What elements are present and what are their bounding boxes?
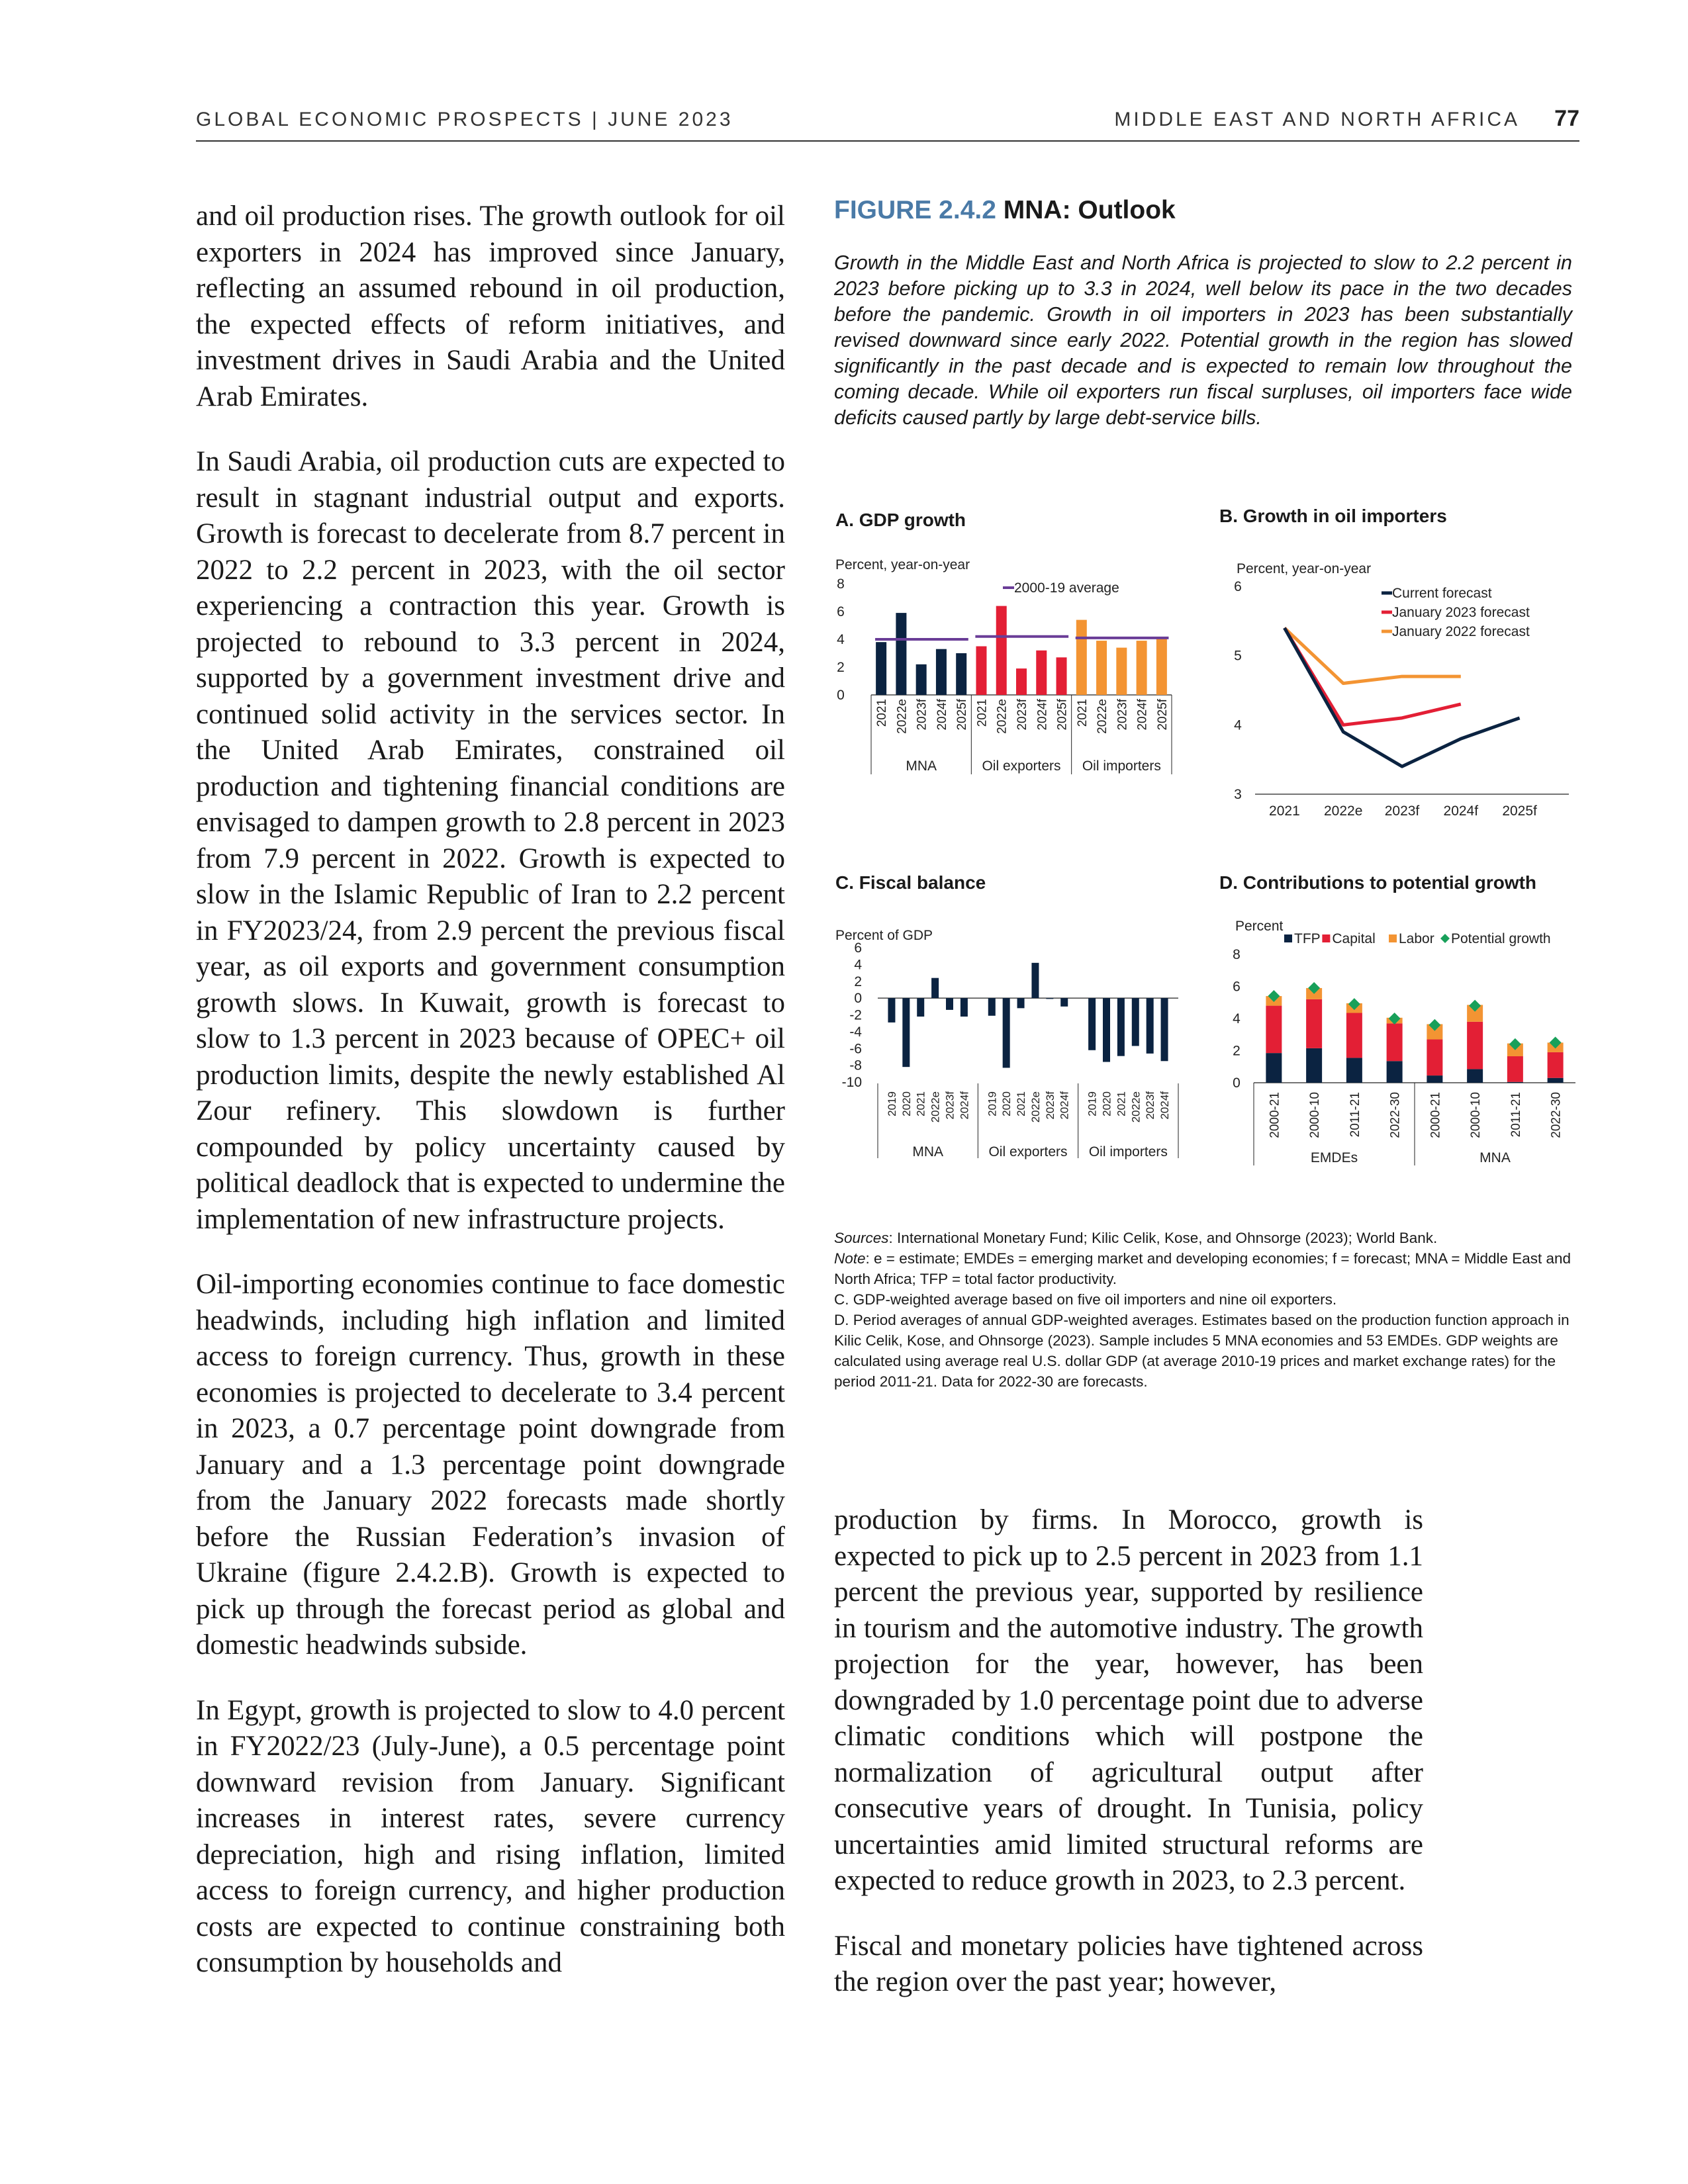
x-tick-label: 2021 <box>1115 1091 1128 1116</box>
x-tick-label: 2022e <box>1029 1091 1042 1123</box>
legend-diamond <box>1440 934 1450 943</box>
x-tick-label: 2023f <box>943 1091 957 1120</box>
left-text-column <box>196 199 785 2011</box>
bar-segment-tfp <box>1507 1082 1523 1083</box>
figure-name: MNA: Outlook <box>1003 196 1176 224</box>
panel-d-title: D. Contributions to potential growth <box>1219 872 1537 893</box>
paragraph: production by firms. In Morocco, growth is expected to pick up to 2.5 percent in 2023 from 1.1 percent the previous year, supported by resilience in tourism and the automotive industry. The growth projection for the year, however, has been downgraded by 1.0 percentage point due to adverse climatic conditions which will postpone the normalization of agricultural output after consecutive years of drought. In Tunisia, policy uncertainties amid limited structural reforms are expected to reduce growth in 2023, to 2.3 percent. <box>834 1504 1423 1896</box>
paragraph: Oil-importing economies continue to face domestic headwinds, including high inflation and limited access to foreign currency. Thus, growth in these economies is projected to decelerate to 3.4 percent in 2023, a 0.7 percentage point downgrade from January and a 1.3 percentage point downgrade from the January 2022 forecasts made shortly before the Russian Federation’s invasion of Ukraine (figure 2.4.2.B). Growth is expected to pick up through the forecast period as global and domestic headwinds subside. <box>196 1269 785 1661</box>
group-label: Oil importers <box>1088 1144 1168 1160</box>
bar-oil-exporters <box>976 647 986 696</box>
y-tick-label: 0 <box>837 688 845 703</box>
chapter-title: MIDDLE EAST AND NORTH AFRICA <box>1114 109 1520 130</box>
note-d: D. Period averages of annual GDP-weighted averages. Estimates based on the production function approach in Kilic Celik, Kose, and Ohnsorge (2023). Sample includes 5 MNA economies and 53 EMDEs. GDP weights are calculated using average real U.S. dollar GDP (at average 2010-19 prices and market exchange rates) for the period 2011-21. Data for 2022-30 are forecasts. <box>834 1312 1570 1390</box>
y-tick-label: 8 <box>1233 947 1241 962</box>
bar-segment-capital <box>1266 1006 1282 1054</box>
bar-segment-tfp <box>1306 1048 1322 1083</box>
y-tick-label: 4 <box>854 957 862 973</box>
bar-segment-tfp <box>1548 1078 1564 1083</box>
y-tick-label: 0 <box>1233 1075 1241 1091</box>
y-tick-label: 6 <box>1234 579 1242 594</box>
page-number: 77 <box>1554 106 1579 131</box>
y-tick-label: 0 <box>854 991 862 1007</box>
y-axis-label: Percent <box>1235 919 1284 934</box>
bar-oil-exporters <box>1016 668 1027 695</box>
y-tick-label: 4 <box>1234 717 1242 733</box>
x-tick-label: 2023f <box>1144 1091 1157 1120</box>
bar-oil-importers <box>1116 648 1127 695</box>
bar-segment-capital <box>1467 1022 1483 1069</box>
y-tick-label: 8 <box>837 576 845 592</box>
bar-oil-importers <box>1137 641 1147 695</box>
group-label: Oil exporters <box>982 758 1061 774</box>
bar-oil-importers <box>1088 998 1096 1050</box>
bar-oil-importers <box>1132 998 1139 1046</box>
y-tick-label: 5 <box>1234 648 1242 664</box>
x-tick-label: 2022-30 <box>1388 1092 1403 1138</box>
bar-segment-capital <box>1507 1056 1523 1082</box>
figure-subtitle: Growth in the Middle East and North Africa is projected to slow to 2.2 percent in 2023 before picking up to 3.3 in 2024, well below its pace in the two decades before the pandemic. Growth in oil importers in 2023 has been substantially revised downward since early 2022. Potential growth in the region has slowed significantly in the past decade and is expected to remain low throughout the coming decade. While oil exporters run fiscal surpluses, oil importers face wide deficits caused partly by large debt-service bills. <box>834 251 1572 429</box>
x-tick-label: 2024f <box>1158 1091 1172 1120</box>
legend-label: TFP <box>1294 931 1321 946</box>
x-tick-label: 2000-10 <box>1308 1092 1323 1138</box>
bar-oil-importers <box>1117 998 1125 1056</box>
y-tick-label: -2 <box>849 1007 862 1023</box>
y-tick-label: 3 <box>1234 787 1242 802</box>
bar-mna <box>902 998 910 1067</box>
sources-label: Sources <box>834 1230 889 1246</box>
legend-swatch-labor <box>1389 934 1397 942</box>
x-tick-label: 2000-21 <box>1429 1092 1443 1138</box>
abbrev-note <box>834 1248 1575 1289</box>
bar-oil-importers <box>1076 620 1087 695</box>
x-tick-label: 2021 <box>1269 803 1300 819</box>
figure-number: FIGURE 2.4.2 <box>834 196 996 224</box>
chart-a-gdp-growth <box>827 556 1205 834</box>
x-tick-label: 2021 <box>1075 699 1090 727</box>
bar-oil-exporters <box>1017 998 1025 1008</box>
paragraph: Fiscal and monetary policies have tightened across the region over the past year; however, <box>834 1930 1423 1997</box>
bar-mna <box>956 653 966 695</box>
bar-segment-tfp <box>1427 1075 1442 1083</box>
chart-c-fiscal-balance <box>827 913 1205 1191</box>
group-label: MNA <box>906 758 937 774</box>
x-tick-label: 2020 <box>900 1091 913 1116</box>
group-label: Oil exporters <box>988 1144 1068 1160</box>
legend-label: Current forecast <box>1392 586 1492 601</box>
figure-notes <box>834 1228 1575 1392</box>
x-tick-label: 2019 <box>885 1091 898 1116</box>
legend-label: January 2022 forecast <box>1392 624 1530 639</box>
legend-swatch-capital <box>1322 934 1330 942</box>
bar-mna <box>888 998 895 1023</box>
y-tick-label: 6 <box>854 940 862 956</box>
y-tick-label: -4 <box>849 1024 862 1040</box>
panel-b-title: B. Growth in oil importers <box>1219 506 1447 526</box>
bar-oil-exporters <box>1031 963 1039 998</box>
bar-segment-capital <box>1306 999 1322 1048</box>
chart-d-potential-growth <box>1205 913 1582 1191</box>
note-c: C. GDP-weighted average based on five oil importers and nine oil exporters. <box>834 1291 1337 1308</box>
bar-segment-tfp <box>1387 1061 1403 1083</box>
bar-segment-tfp <box>1346 1058 1362 1083</box>
bar-oil-importers <box>1156 638 1167 695</box>
y-tick-label: 4 <box>1233 1011 1241 1026</box>
x-tick-label: 2011-21 <box>1348 1092 1362 1138</box>
legend-label: Labor <box>1399 931 1434 946</box>
bar-mna <box>936 649 947 695</box>
group-label: Oil importers <box>1082 758 1161 774</box>
group-label: MNA <box>912 1144 944 1160</box>
y-tick-label: -6 <box>849 1041 862 1057</box>
sources-note <box>834 1228 1575 1248</box>
x-tick-label: 2024f <box>1058 1091 1071 1120</box>
group-label: EMDEs <box>1310 1150 1358 1165</box>
x-tick-label: 2021 <box>1015 1091 1028 1116</box>
x-tick-label: 2022-30 <box>1549 1092 1564 1138</box>
note-label: Note <box>834 1250 866 1267</box>
bar-oil-exporters <box>1046 998 1053 999</box>
x-tick-label: 2022e <box>895 699 910 734</box>
x-tick-label: 2022e <box>1096 699 1110 734</box>
bar-oil-exporters <box>1003 998 1010 1068</box>
x-tick-label: 2022e <box>995 699 1009 734</box>
x-tick-label: 2025f <box>1055 699 1070 731</box>
bar-segment-tfp <box>1467 1069 1483 1083</box>
publication-title: GLOBAL ECONOMIC PROSPECTS | JUNE 2023 <box>196 109 733 130</box>
chart-b-oil-importers-growth <box>1205 556 1582 834</box>
x-tick-label: 2021 <box>875 699 890 727</box>
x-tick-label: 2000-10 <box>1469 1092 1483 1138</box>
bar-segment-tfp <box>1266 1053 1282 1083</box>
y-tick-label: 6 <box>837 604 845 619</box>
bar-mna <box>876 642 886 695</box>
y-axis-label: Percent, year-on-year <box>1237 561 1372 576</box>
y-tick-label: 2 <box>854 974 862 989</box>
bar-segment-capital <box>1548 1052 1564 1078</box>
x-tick-label: 2020 <box>1100 1091 1113 1116</box>
legend-label: Potential growth <box>1451 931 1551 946</box>
paragraph: In Egypt, growth is projected to slow to 4.0 percent in FY2022/23 (July-June), a 0.5 percentage point downward revision from January. Significant increases in interest rates, severe currency depreciation, high and rising inflation, limited access to foreign currency, and higher production costs are expected to continue constraining both consumption by households and <box>196 1694 785 1978</box>
legend-label: January 2023 forecast <box>1392 605 1530 620</box>
page-header <box>196 106 1579 142</box>
bar-mna <box>946 998 953 1010</box>
panel-a-title: A. GDP growth <box>835 510 966 530</box>
x-tick-label: 2011-21 <box>1509 1092 1523 1138</box>
bar-mna <box>931 978 939 998</box>
bar-oil-exporters <box>988 998 996 1016</box>
y-tick-label: -8 <box>849 1058 862 1073</box>
y-tick-label: 6 <box>1233 979 1241 995</box>
x-tick-label: 2020 <box>1000 1091 1013 1116</box>
x-tick-label: 2023f <box>1015 699 1029 731</box>
group-label: MNA <box>1479 1150 1511 1165</box>
x-tick-label: 2023f <box>1384 803 1420 819</box>
legend-label: Capital <box>1332 931 1376 946</box>
bar-mna <box>917 998 924 1017</box>
paragraph: In Saudi Arabia, oil production cuts are expected to result in stagnant industrial output and exports. Growth is forecast to decelerate from 8.7 percent in 2022 to 2.2 percent in 2023, with the oil sector experiencing a contraction this year. Growth is projected to rebound to 3.3 percent in 2024, supported by a government investment drive and continued solid activity in the services sector. In the United Arab Emirates, constrained oil production and tightening financial conditions are envisaged to dampen growth to 2.8 percent in 2023 from 7.9 percent in 2022. Growth is expected to slow in the Islamic Republic of Iran to 2.2 percent in FY2023/24, from 2.9 percent the previous fiscal year, as oil exports and government consumption growth slows. In Kuwait, growth is forecast to slow to 1.3 percent in 2023 because of OPEC+ oil production limits, despite the newly established Al Zour refinery. This slowdown is further compounded by policy uncertainty caused by political deadlock that is expected to undermine the implementation of new infrastructure projects. <box>196 446 785 1235</box>
x-tick-label: 2021 <box>914 1091 927 1116</box>
legend-swatch-tfp <box>1284 934 1292 942</box>
y-tick-label: 2 <box>1233 1043 1241 1059</box>
x-tick-label: 2024f <box>1035 699 1050 731</box>
x-tick-label: 2025f <box>1502 803 1537 819</box>
x-tick-label: 2024f <box>958 1091 971 1120</box>
x-tick-label: 2022e <box>1323 803 1363 819</box>
x-tick-label: 2022e <box>1129 1091 1143 1123</box>
bar-mna <box>896 613 906 695</box>
x-tick-label: 2021 <box>975 699 990 727</box>
series-line-current-forecast <box>1284 628 1519 766</box>
bar-segment-capital <box>1346 1013 1362 1058</box>
bar-mna <box>916 664 927 695</box>
legend-label: 2000-19 average <box>1014 580 1119 596</box>
x-tick-label: 2024f <box>1135 699 1150 731</box>
x-tick-label: 2023f <box>915 699 929 731</box>
bar-oil-importers <box>1161 998 1168 1061</box>
bar-segment-capital <box>1387 1023 1403 1061</box>
bar-oil-exporters <box>1036 651 1047 695</box>
right-text-column <box>834 1502 1423 2030</box>
y-axis-label: Percent, year-on-year <box>835 557 970 572</box>
paragraph: and oil production rises. The growth outlook for oil exporters in 2024 has improved since January, reflecting an assumed rebound in oil production, the expected effects of reform initiatives, and investment drives in Saudi Arabia and the United Arab Emirates. <box>196 201 785 412</box>
y-axis-label: Percent of GDP <box>835 928 933 943</box>
x-tick-label: 2025f <box>1155 699 1170 731</box>
figure-title <box>834 196 1176 225</box>
x-tick-label: 2024f <box>935 699 949 731</box>
x-tick-label: 2025f <box>955 699 970 731</box>
x-tick-label: 2019 <box>1086 1091 1099 1116</box>
x-tick-label: 2024f <box>1443 803 1479 819</box>
y-tick-label: 4 <box>837 632 845 647</box>
bar-oil-exporters <box>1056 657 1067 695</box>
y-tick-label: 2 <box>837 660 845 675</box>
y-tick-label: -10 <box>841 1075 862 1090</box>
bar-oil-importers <box>1147 998 1154 1054</box>
panel-c-title: C. Fiscal balance <box>835 872 986 893</box>
x-tick-label: 2023f <box>1043 1091 1056 1120</box>
bar-oil-importers <box>1096 641 1107 695</box>
bar-oil-importers <box>1103 998 1110 1062</box>
bar-oil-exporters <box>996 606 1007 695</box>
x-tick-label: 2023f <box>1115 699 1130 731</box>
x-tick-label: 2022e <box>929 1091 942 1123</box>
note-text: : e = estimate; EMDEs = emerging market and developing economies; f = forecast; MNA = Middle East and North Africa; TFP = total factor productivity. <box>834 1250 1571 1287</box>
bar-mna <box>961 998 968 1017</box>
x-tick-label: 2019 <box>986 1091 999 1116</box>
sources-text: : International Monetary Fund; Kilic Celik, Kose, and Ohnsorge (2023); World Bank. <box>888 1230 1438 1246</box>
bar-oil-exporters <box>1060 998 1068 1007</box>
x-tick-label: 2000-21 <box>1268 1092 1282 1138</box>
bar-segment-capital <box>1427 1040 1442 1076</box>
